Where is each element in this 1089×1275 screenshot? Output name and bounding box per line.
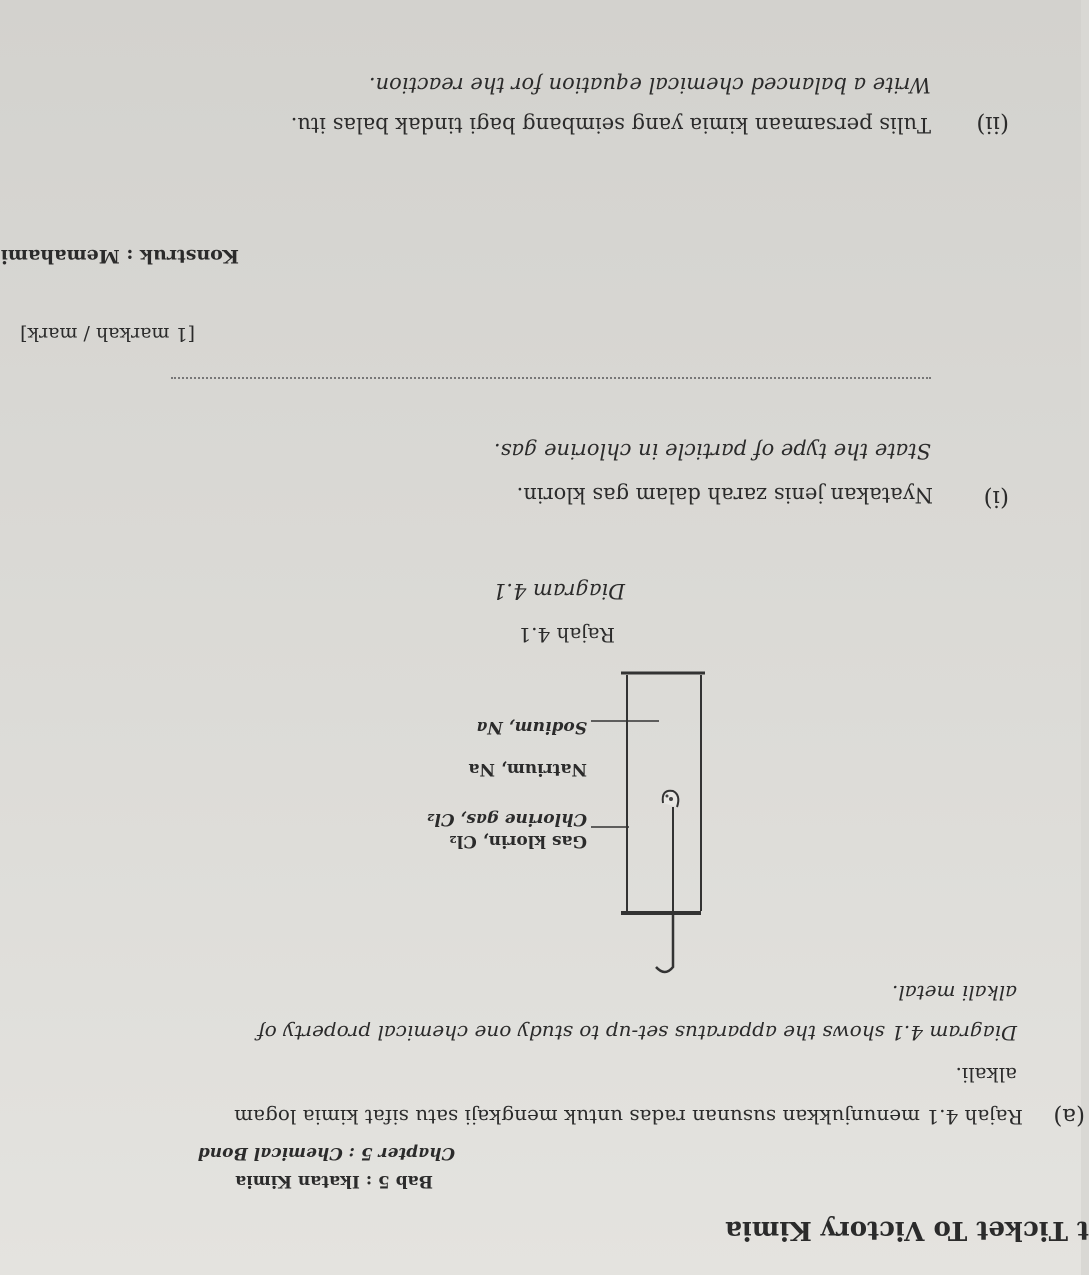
part-ii-malay: Tulis persamaan kimia yang seimbang bagi tindak balas itu. xyxy=(290,113,931,137)
part-i-english: State the type of particle in chlorine gas. xyxy=(494,439,931,463)
part-ii-label: (ii) xyxy=(976,111,1009,137)
stem-malay-line2: alkali. xyxy=(955,1063,1017,1087)
header-chapter: Chapter 5 : Chemical Bond xyxy=(197,1143,455,1163)
label-sodium-malay: Natrium, Na xyxy=(468,759,587,779)
part-i-malay: Nyatakan jenis zarah dalam gas klorin. xyxy=(516,483,933,507)
diagram-caption-english: Diagram 4.1 xyxy=(492,579,625,603)
label-sodium-english: Sodium, Na xyxy=(476,717,587,737)
question-label: (a) xyxy=(1053,1103,1085,1129)
apparatus-diagram xyxy=(591,645,711,975)
stem-malay-line1: Rajah 4.1 menunjukkan susunan radas untuk mengkaji satu sifat kimia logam xyxy=(234,1105,1023,1129)
deflagrating-spoon-handle xyxy=(656,915,673,972)
stem-english-line2: alkali metal. xyxy=(891,981,1017,1005)
part-i-marks: [1 markah / mark] xyxy=(20,323,195,345)
stem-english-line1: Diagram 4.1 shows the apparatus set-up to study one chemical property of xyxy=(257,1021,1017,1045)
label-gas-malay: Gas klorin, Cl₂ xyxy=(449,831,587,851)
part-i-label: (i) xyxy=(983,485,1009,511)
part-ii-english: Write a balanced chemical equation for the reaction. xyxy=(368,73,931,97)
part-i-construct: Konstruk : Memahami xyxy=(0,245,239,267)
header-bab: Bab 5 : Ikatan Kimia xyxy=(235,1171,433,1191)
part-i-answer-line[interactable] xyxy=(171,377,931,379)
diagram-caption-malay: Rajah 4.1 xyxy=(518,623,615,647)
label-gas-english: Chlorine gas, Cl₂ xyxy=(427,809,587,829)
header-title: t Ticket To Victory Kimia xyxy=(725,1215,1089,1245)
